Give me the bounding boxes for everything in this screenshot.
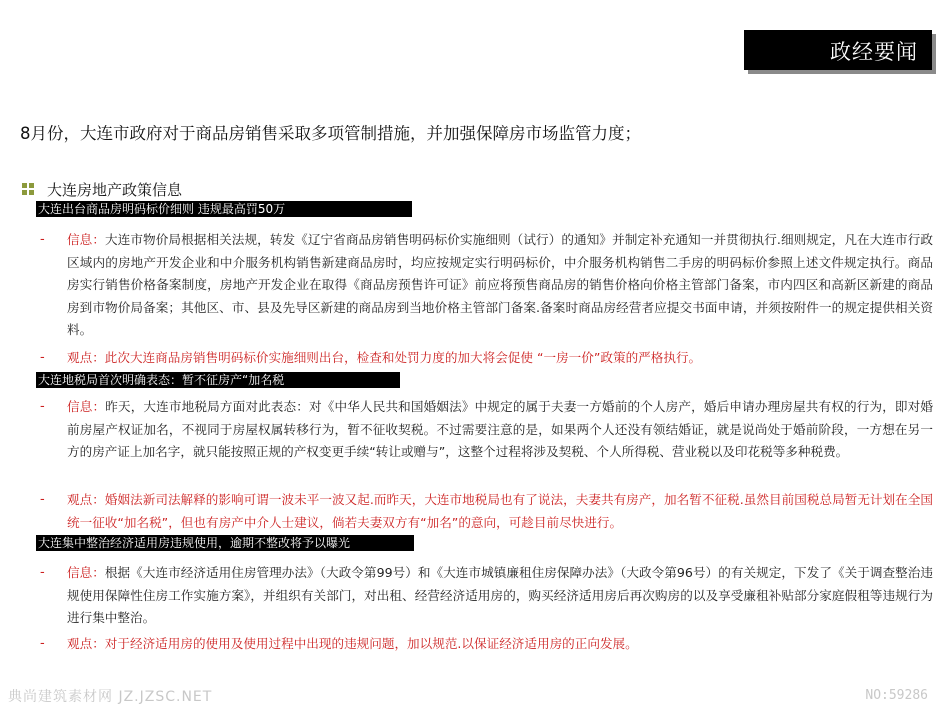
- bullet-squares-icon: [22, 183, 34, 195]
- info-paragraph: [67, 229, 933, 342]
- view-text: 对于经济适用房的使用及使用过程中出现的违规问题，加以规范.以保证经济适用房的正向发展。: [104, 636, 638, 651]
- watermark-number: NO:59286: [865, 688, 928, 703]
- dash-bullet-icon: -: [40, 232, 45, 247]
- watermark-site: 典尚建筑素材网 JZ.JZSC.NET: [8, 689, 213, 705]
- view-paragraph: [67, 489, 933, 534]
- dash-bullet-icon: -: [40, 492, 45, 507]
- info-text: 根据《大连市经济适用住房管理办法》（大政令第99号）和《大连市城镇廉租住房保障办法》（大政令第96号）的有关规定，下发了《关于调查整治违规使用保障性住房工作实施方案》，并组织有关部门，对出租、经营经济适用房的，购买经济适用房后再次购房的以及享受廉租补贴部分家庭假租等违规行为进行集中整治。: [67, 565, 933, 625]
- info-text: 大连市物价局根据相关法规，转发《辽宁省商品房销售明码标价实施细则（试行）的通知》并制定补充通知一并贯彻执行.细则规定，凡在大连市行政区域内的房地产开发企业和中介服务机构销售新建商品房时，均应按规定实行明码标价，中介服务机构销售二手房的明码标价参照上述文件规定执行。商品房实行销售价格备案制度，房地产开发企业在取得《商品房预售许可证》前应将预售商品房的销售价格向价格主管部门备案，市内四区和高新区新建的商品房到市物价局备案；其他区、市、县及先导区新建的商品房到当地价格主管部门备案.备案时商品房经营者应提交书面申请，并须按附件一的规定提供相关资料。: [67, 232, 933, 337]
- info-label: 信息：: [67, 399, 106, 414]
- view-text: 婚姻法新司法解释的影响可谓一波未平一波又起.而昨天，大连市地税局也有了说法，夫妻共有房产，加名暂不征税.虽然目前国税总局暂无计划在全国统一征收“加名税”，但也有房产中介人士建议，倘若夫妻双方有“加名”的意向，可趁目前尽快进行。: [67, 492, 933, 530]
- section-title: 大连房地产政策信息: [47, 181, 183, 199]
- intro-text: 8月份，大连市政府对于商品房销售采取多项管制措施，并加强保障房市场监管力度；: [20, 124, 641, 143]
- view-label: 观点：: [67, 492, 105, 507]
- dash-bullet-icon: -: [40, 350, 45, 365]
- info-text: 昨天，大连市地税局方面对此表态：对《中华人民共和国婚姻法》中规定的属于夫妻一方婚前的个人房产，婚后申请办理房屋共有权的行为，即对婚前房屋产权证加名，不视同于房屋权属转移行为，暂不征收契税。不过需要注意的是，如果两个人还没有领结婚证，就是说尚处于婚前阶段，一方想在另一方的房产证上加名字，就只能按照正规的产权变更手续“转让或赠与”，这整个过程将涉及契税、个人所得税、营业税以及印花税等多种税费。: [67, 399, 934, 459]
- dash-bullet-icon: -: [40, 636, 45, 651]
- view-paragraph: [67, 347, 933, 370]
- dash-bullet-icon: -: [40, 399, 45, 414]
- subsection-heading: 大连集中整治经济适用房违规使用，逾期不整改将予以曝光: [36, 535, 414, 551]
- info-paragraph: [67, 562, 933, 630]
- subsection-heading: 大连地税局首次明确表态：暂不征房产“加名税: [36, 372, 400, 388]
- info-label: 信息：: [67, 232, 106, 247]
- dash-bullet-icon: -: [40, 565, 45, 580]
- view-text: 此次大连商品房销售明码标价实施细则出台，检查和处罚力度的加大将会促使 “一房一价”政策的严格执行。: [104, 350, 702, 365]
- info-label: 信息：: [67, 565, 105, 580]
- view-label: 观点：: [67, 350, 105, 365]
- subsection-heading: 大连出台商品房明码标价细则 违规最高罚50万: [36, 201, 412, 217]
- view-label: 观点：: [67, 636, 105, 651]
- page-title-banner: [744, 30, 932, 70]
- info-paragraph: [67, 396, 933, 464]
- page-title: 政经要闻: [830, 40, 918, 64]
- view-paragraph: [67, 633, 933, 656]
